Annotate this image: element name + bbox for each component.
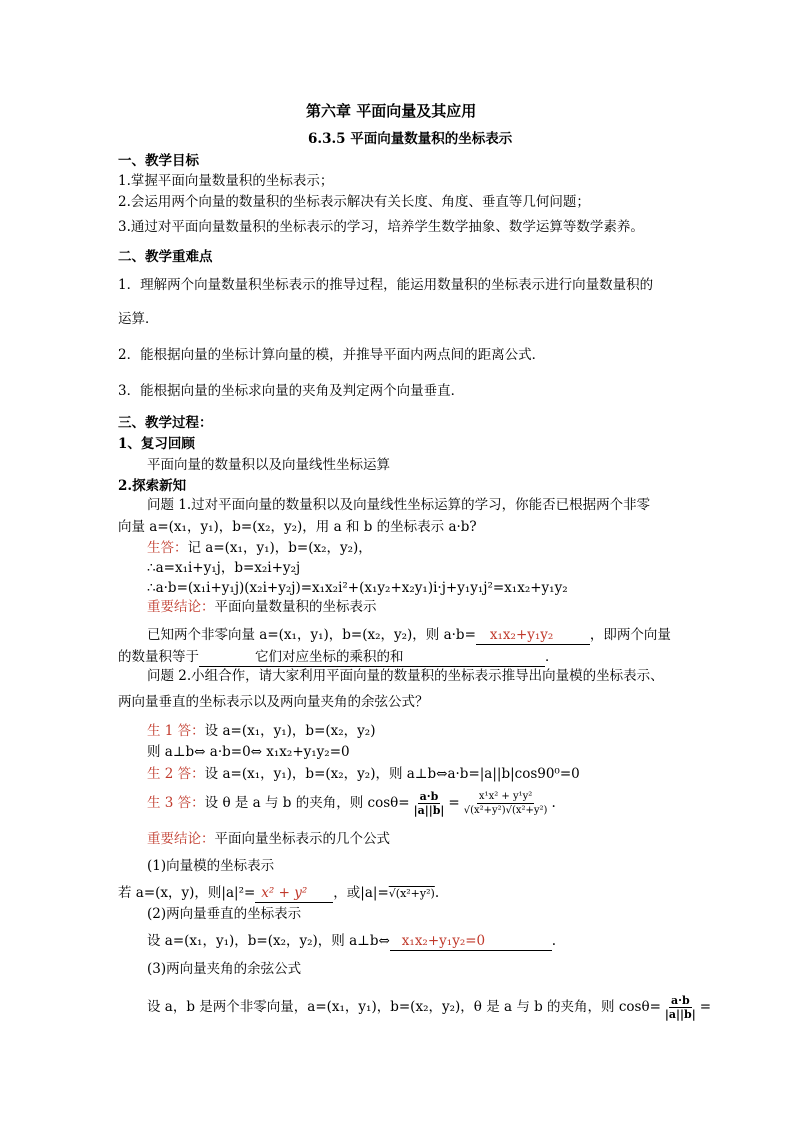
- fill-1-blank: x₁x₂+y₁y₂: [476, 626, 590, 645]
- formula-3-end: =: [699, 999, 712, 1015]
- student-2-label: 生 2 答：: [147, 766, 205, 782]
- keypoint-item-2: 2．能根据向量的坐标计算向量的模，并推导平面内两点间的距离公式．: [118, 347, 546, 363]
- review-heading: 1、复习回顾: [118, 436, 195, 452]
- formula-3-pre: 设 a，b 是两个非零向量，a=(x₁，y₁)，b=(x₂，y₂)，θ 是 a 与 b 的夹角，则 cosθ=: [147, 999, 661, 1015]
- fill-2-blank: 它们对应坐标的乘积的和: [199, 648, 545, 667]
- formula-2-blank: x₁x₂+y₁y₂=0: [390, 932, 552, 951]
- conclusion-1-label: 重要结论：: [147, 599, 215, 615]
- formula-1-line: [118, 884, 439, 903]
- answer-line-1: [147, 539, 372, 557]
- student-3-label: 生 3 答：: [147, 795, 205, 811]
- conclusion-2-label: 重要结论：: [147, 831, 215, 847]
- keypoint-item-1a: 1．理解两个向量数量积坐标表示的推导过程，能运用数量积的坐标表示进行向量数量积的: [118, 277, 654, 293]
- conclusion-2: [147, 830, 390, 848]
- fill-2-post: ．: [545, 649, 559, 665]
- keypoint-item-3: 3．能根据向量的坐标求向量的夹角及判定两个向量垂直．: [118, 383, 465, 399]
- goal-item-2: 2.会运用两个向量的数量积的坐标表示解决有关长度、角度、垂直等几何问题；: [118, 194, 590, 210]
- cosine-fraction: [412, 790, 447, 817]
- formula-2-end: .: [551, 933, 557, 949]
- formula-3-numerator: a·b: [670, 994, 690, 1007]
- question-1-line-b: 向量 a=(x₁，y₁)，b=(x₂，y₂)，用 a 和 b 的坐标表示 a·b?: [118, 519, 477, 535]
- fill-1-post: ，即两个向量: [589, 627, 671, 643]
- fill-line-1: [147, 626, 671, 645]
- fill-1-pre: 已知两个非零向量 a=(x₁，y₁)，b=(x₂，y₂)，则 a·b=: [147, 627, 476, 643]
- student-1-line-2: 则 a⊥b⇔ a·b=0⇔ x₁x₂+y₁y₂=0: [147, 744, 350, 760]
- answer-label: 生答：: [147, 540, 188, 556]
- fill-line-2: [118, 648, 559, 667]
- formula-3-line: [147, 994, 711, 1021]
- question-1-line-a: 问题 1.过对平面向量的数量积以及向量线性坐标运算的学习，你能否已根据两个非零: [147, 497, 651, 513]
- student-1-text: 设 a=(x₁，y₁)，b=(x₂，y₂): [204, 723, 376, 739]
- fill-2-pre: 的数量积等于: [118, 649, 199, 665]
- student-2-answer: [147, 765, 580, 783]
- student-1-answer: [147, 722, 375, 740]
- formula-3-title: (3)两向量夹角的余弦公式: [147, 961, 302, 977]
- answer-text-1: 记 a=(x₁，y₁)，b=(x₂，y₂)，: [187, 540, 372, 556]
- conclusion-1-text: 平面向量数量积的坐标表示: [214, 599, 377, 615]
- question-2-line-a: 问题 2.小组合作，请大家利用平面向量的数量积的坐标表示推导出向量模的坐标表示、: [147, 668, 664, 684]
- cosine-fraction-numerator: a·b: [419, 790, 439, 803]
- goal-item-3: 3.通过对平面向量数量积的坐标表示的学习，培养学生数学抽象、数学运算等数学素养。: [118, 219, 644, 235]
- process-heading: 三、教学过程：: [118, 415, 213, 431]
- student-3-end: .: [551, 795, 556, 811]
- section-title: 6.3.5 平面向量数量积的坐标表示: [308, 131, 513, 147]
- review-text: 平面向量的数量积以及向量线性坐标运算: [147, 457, 390, 473]
- formula-3-fraction: [663, 994, 698, 1021]
- goal-item-1: 1.掌握平面向量数量积的坐标表示；: [118, 173, 334, 189]
- formula-2-pre: 设 a=(x₁，y₁)，b=(x₂，y₂)，则 a⊥b⇔: [147, 933, 390, 949]
- answer-line-3: ∴a·b=(x₁i+y₁j)(x₂i+y₂j)=x₁x₂i²+(x₁y₂+x₂y₁)i·j+y₁y₁j²=x₁x₂+y₁y₂: [147, 580, 568, 596]
- conclusion-1: [147, 598, 377, 616]
- student-3-answer: [147, 790, 556, 817]
- formula-3-denominator: |a||b|: [664, 1008, 696, 1021]
- coordinate-fraction-denominator: √(x²+y²)√(x²+y²): [463, 805, 548, 816]
- formula-1-title: (1)向量模的坐标表示: [147, 858, 275, 874]
- keypoint-item-1b: 运算．: [118, 311, 159, 327]
- student-3-equals: =: [448, 795, 460, 811]
- goals-heading: 一、教学目标: [118, 153, 199, 169]
- answer-line-2: ∴a=x₁i+y₁j，b=x₂i+y₂j: [147, 560, 301, 576]
- student-3-text: 设 θ 是 a 与 b 的夹角，则 cosθ=: [204, 795, 410, 811]
- formula-1-end: .: [434, 885, 440, 901]
- explore-heading: 2.探索新知: [118, 478, 187, 494]
- formula-1-blank: x² + y²: [255, 884, 333, 903]
- cosine-fraction-denominator: |a||b|: [413, 804, 445, 817]
- question-2-line-b: 两向量垂直的坐标表示以及两向量夹角的余弦公式？: [118, 694, 429, 710]
- coordinate-fraction: [462, 790, 550, 817]
- chapter-title: 第六章 平面向量及其应用: [306, 102, 477, 120]
- formula-1-mid: ，或|a|=: [333, 885, 389, 901]
- conclusion-2-text: 平面向量坐标表示的几个公式: [214, 831, 390, 847]
- formula-1-root: √(x²+y²): [388, 887, 435, 900]
- keypoints-heading: 二、教学重难点: [118, 249, 213, 265]
- coordinate-fraction-numerator: x¹x² + y¹y²: [478, 791, 533, 802]
- student-1-label: 生 1 答：: [147, 723, 205, 739]
- formula-1-pre: 若 a=(x，y)，则|a|²=: [118, 885, 256, 901]
- student-2-text: 设 a=(x₁，y₁)，b=(x₂，y₂)，则 a⊥b⇔a·b=|a||b|cos90⁰=0: [204, 766, 580, 782]
- formula-2-title: (2)两向量垂直的坐标表示: [147, 906, 302, 922]
- formula-2-line: [147, 932, 556, 951]
